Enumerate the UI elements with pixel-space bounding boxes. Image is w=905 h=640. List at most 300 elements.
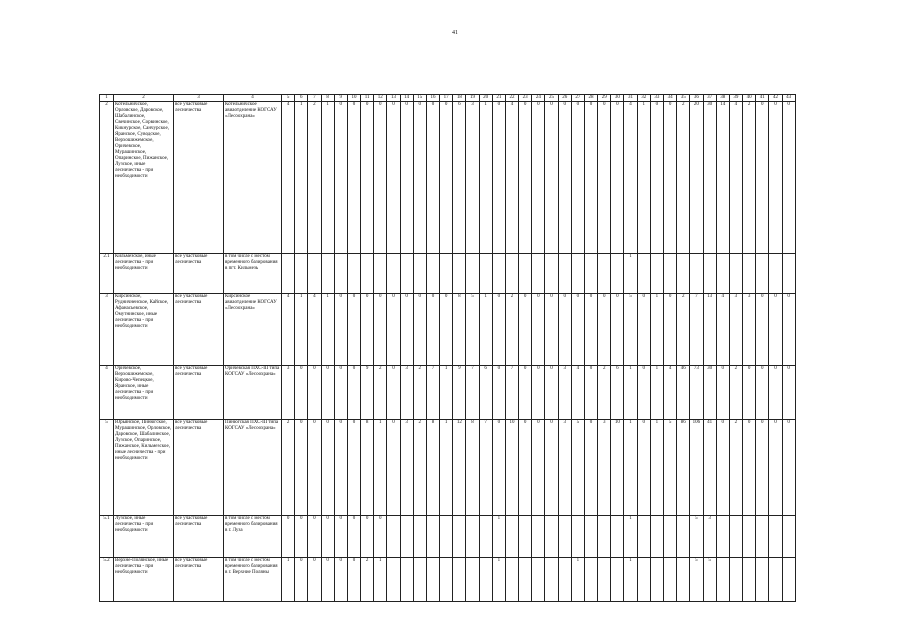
value-cell bbox=[716, 558, 729, 602]
value-cell: 8 bbox=[453, 294, 466, 366]
value-cell: 5 bbox=[663, 420, 676, 516]
value-cell: 46 bbox=[677, 366, 690, 420]
value-cell: 0 bbox=[347, 516, 360, 558]
row-number: 2 bbox=[100, 102, 114, 254]
value-cell bbox=[756, 516, 769, 558]
value-cell bbox=[716, 516, 729, 558]
value-cell bbox=[532, 516, 545, 558]
page-number: 41 bbox=[452, 30, 458, 36]
value-cell bbox=[769, 558, 782, 602]
value-cell: 0 bbox=[321, 366, 334, 420]
value-cell bbox=[677, 516, 690, 558]
value-cell bbox=[334, 254, 347, 294]
value-cell bbox=[756, 558, 769, 602]
value-cell bbox=[663, 254, 676, 294]
header-row bbox=[100, 95, 796, 102]
value-cell: 1 bbox=[624, 254, 637, 294]
value-cell: 0 bbox=[558, 294, 571, 366]
column-header: 19 bbox=[466, 95, 479, 102]
value-cell bbox=[756, 254, 769, 294]
value-cell: 8 bbox=[361, 420, 374, 516]
value-cell: 0 bbox=[334, 516, 347, 558]
value-cell: 0 bbox=[321, 516, 334, 558]
value-cell: 1 bbox=[624, 516, 637, 558]
value-cell: 0 bbox=[532, 366, 545, 420]
sub-forestries: все участковые лесничества bbox=[174, 102, 224, 254]
value-cell bbox=[584, 254, 597, 294]
organization: в том числе с местом временного базирования в пгт. Кильмезь bbox=[224, 254, 282, 294]
value-cell: 20 bbox=[690, 102, 703, 254]
column-header: 7 bbox=[308, 95, 321, 102]
table-row bbox=[100, 254, 796, 294]
value-cell: 0 bbox=[637, 420, 650, 516]
value-cell bbox=[782, 516, 795, 558]
column-header: 6 bbox=[295, 95, 308, 102]
value-cell bbox=[440, 516, 453, 558]
value-cell: 0 bbox=[743, 420, 756, 516]
value-cell bbox=[282, 254, 295, 294]
column-header: 12 bbox=[374, 95, 387, 102]
value-cell: 0 bbox=[611, 294, 624, 366]
sub-forestries: все участковые лесничества bbox=[174, 558, 224, 602]
value-cell bbox=[571, 516, 584, 558]
value-cell: 7 bbox=[479, 420, 492, 516]
value-cell bbox=[663, 558, 676, 602]
column-header: 23 bbox=[519, 95, 532, 102]
value-cell: 0 bbox=[308, 516, 321, 558]
value-cell bbox=[545, 558, 558, 602]
value-cell: 1 bbox=[374, 558, 387, 602]
value-cell: 0 bbox=[584, 420, 597, 516]
value-cell bbox=[611, 558, 624, 602]
value-cell bbox=[729, 516, 742, 558]
value-cell: 2 bbox=[308, 102, 321, 254]
table-row bbox=[100, 102, 796, 254]
value-cell bbox=[479, 254, 492, 294]
value-cell: 0 bbox=[426, 102, 439, 254]
value-cell: 2 bbox=[413, 366, 426, 420]
value-cell bbox=[453, 516, 466, 558]
value-cell: 1 bbox=[479, 102, 492, 254]
value-cell: 0 bbox=[545, 102, 558, 254]
column-header: 24 bbox=[532, 95, 545, 102]
value-cell bbox=[637, 254, 650, 294]
value-cell bbox=[532, 558, 545, 602]
value-cell: 1 bbox=[624, 420, 637, 516]
column-header: 41 bbox=[756, 95, 769, 102]
row-number: 2.1 bbox=[100, 254, 114, 294]
value-cell bbox=[584, 516, 597, 558]
value-cell: 0 bbox=[756, 420, 769, 516]
value-cell bbox=[505, 516, 518, 558]
organization: Кирсинское авиаотделение КОГСАУ «Лесоохрана» bbox=[224, 294, 282, 366]
value-cell: 0 bbox=[387, 294, 400, 366]
value-cell: 0 bbox=[584, 294, 597, 366]
value-cell: 0 bbox=[663, 102, 676, 254]
value-cell: 1 bbox=[440, 366, 453, 420]
value-cell bbox=[466, 254, 479, 294]
column-header: 3 bbox=[174, 95, 224, 102]
value-cell bbox=[387, 254, 400, 294]
row-number: 5 bbox=[100, 420, 114, 516]
value-cell: 0 bbox=[492, 294, 505, 366]
value-cell: 1 bbox=[321, 102, 334, 254]
value-cell: 0 bbox=[545, 420, 558, 516]
value-cell: 0 bbox=[756, 366, 769, 420]
column-header: 1 bbox=[100, 95, 114, 102]
column-header: 29 bbox=[598, 95, 611, 102]
value-cell bbox=[466, 558, 479, 602]
value-cell: 0 bbox=[334, 558, 347, 602]
value-cell: 0 bbox=[334, 366, 347, 420]
column-header: 11 bbox=[361, 95, 374, 102]
value-cell: 0 bbox=[769, 102, 782, 254]
value-cell: 2 bbox=[282, 420, 295, 516]
column-header: 20 bbox=[479, 95, 492, 102]
value-cell: 0 bbox=[584, 366, 597, 420]
value-cell bbox=[347, 254, 360, 294]
value-cell: 3 bbox=[703, 516, 716, 558]
value-cell bbox=[426, 516, 439, 558]
value-cell: 1 bbox=[571, 558, 584, 602]
value-cell: 0 bbox=[295, 558, 308, 602]
value-cell: 3 bbox=[558, 366, 571, 420]
value-cell: 73 bbox=[690, 366, 703, 420]
value-cell: 4 bbox=[282, 294, 295, 366]
value-cell bbox=[558, 516, 571, 558]
value-cell: 0 bbox=[321, 558, 334, 602]
value-cell: 1 bbox=[650, 294, 663, 366]
value-cell bbox=[519, 558, 532, 602]
value-cell: 0 bbox=[492, 102, 505, 254]
value-cell: 4 bbox=[571, 366, 584, 420]
forestry-list: Котельничское, Орловское, Даровское, Шабалинское, Свечинское, Сорвинское, Кикнурское, Санчурское, Яранское, Суводское, Верхошижемское, Оричевское, Мурашинское, Опаринское, Пижанское, Лузское, иные лесничества - при необходимости bbox=[114, 102, 174, 254]
value-cell: 2 bbox=[413, 420, 426, 516]
value-cell bbox=[413, 558, 426, 602]
value-cell bbox=[400, 558, 413, 602]
value-cell: 1 bbox=[440, 420, 453, 516]
value-cell: 0 bbox=[716, 420, 729, 516]
value-cell: 0 bbox=[519, 366, 532, 420]
value-cell: 0 bbox=[321, 420, 334, 516]
value-cell: 4 bbox=[663, 366, 676, 420]
value-cell: 10 bbox=[505, 420, 518, 516]
value-cell: 4 bbox=[624, 102, 637, 254]
value-cell: 1 bbox=[295, 102, 308, 254]
value-cell: 7 bbox=[426, 366, 439, 420]
value-cell: 5 bbox=[703, 558, 716, 602]
column-header: 17 bbox=[440, 95, 453, 102]
value-cell bbox=[400, 254, 413, 294]
value-cell: 1 bbox=[295, 294, 308, 366]
value-cell: 0 bbox=[347, 294, 360, 366]
value-cell: 0 bbox=[769, 420, 782, 516]
table-row bbox=[100, 366, 796, 420]
value-cell: 0 bbox=[532, 420, 545, 516]
value-cell bbox=[479, 558, 492, 602]
value-cell: 1 bbox=[479, 294, 492, 366]
value-cell: 0 bbox=[782, 102, 795, 254]
value-cell: 0 bbox=[440, 294, 453, 366]
value-cell bbox=[782, 254, 795, 294]
column-header: 38 bbox=[716, 95, 729, 102]
value-cell: 0 bbox=[347, 558, 360, 602]
value-cell: 3 bbox=[282, 366, 295, 420]
value-cell bbox=[295, 254, 308, 294]
value-cell: 0 bbox=[782, 294, 795, 366]
value-cell bbox=[690, 254, 703, 294]
value-cell: 1 bbox=[321, 294, 334, 366]
column-header: 13 bbox=[387, 95, 400, 102]
value-cell bbox=[440, 254, 453, 294]
value-cell bbox=[677, 558, 690, 602]
value-cell bbox=[426, 558, 439, 602]
value-cell: 4 bbox=[282, 102, 295, 254]
value-cell: 1 bbox=[650, 366, 663, 420]
value-cell: 0 bbox=[611, 102, 624, 254]
value-cell bbox=[769, 254, 782, 294]
value-cell bbox=[361, 254, 374, 294]
organization: в том числе с местом временного базирования в г. Луза bbox=[224, 516, 282, 558]
forestry-list: Верхне-Полянское, иные лесничества - при необходимости bbox=[114, 558, 174, 602]
column-header: 42 bbox=[769, 95, 782, 102]
value-cell: 1 bbox=[624, 366, 637, 420]
value-cell bbox=[743, 254, 756, 294]
value-cell: 13 bbox=[703, 294, 716, 366]
value-cell: 2 bbox=[729, 420, 742, 516]
value-cell: 30 bbox=[703, 366, 716, 420]
value-cell: 2 bbox=[374, 366, 387, 420]
value-cell: 3 bbox=[558, 420, 571, 516]
column-header: 18 bbox=[453, 95, 466, 102]
value-cell: 0 bbox=[769, 366, 782, 420]
value-cell bbox=[598, 516, 611, 558]
value-cell: 5 bbox=[624, 294, 637, 366]
column-header: 25 bbox=[545, 95, 558, 102]
value-cell: 4 bbox=[716, 294, 729, 366]
column-header: 15 bbox=[413, 95, 426, 102]
forestry-list: Юрьянское, Пинюгское, Мурашинское, Орловское, Даровское, Шабалинское, Лузское, Опаринское, Пижанское, Кильмезское, иные лесничества - при необходимости bbox=[114, 420, 174, 516]
value-cell: 0 bbox=[374, 102, 387, 254]
column-header: 39 bbox=[729, 95, 742, 102]
value-cell bbox=[492, 254, 505, 294]
value-cell: 1 bbox=[624, 558, 637, 602]
value-cell bbox=[584, 558, 597, 602]
value-cell bbox=[729, 254, 742, 294]
value-cell: 0 bbox=[519, 102, 532, 254]
value-cell: 4 bbox=[505, 102, 518, 254]
row-number: 5.2 bbox=[100, 558, 114, 602]
value-cell bbox=[743, 516, 756, 558]
value-cell: 0 bbox=[492, 420, 505, 516]
value-cell: 0 bbox=[308, 420, 321, 516]
value-cell: 2 bbox=[505, 294, 518, 366]
forestry-list: Лузское, иные лесничества - при необходимости bbox=[114, 516, 174, 558]
value-cell: 0 bbox=[347, 420, 360, 516]
value-cell: 1 bbox=[650, 420, 663, 516]
value-cell bbox=[479, 516, 492, 558]
column-header: 35 bbox=[677, 95, 690, 102]
value-cell: 0 bbox=[782, 420, 795, 516]
value-cell: 0 bbox=[545, 294, 558, 366]
value-cell: 7 bbox=[466, 366, 479, 420]
value-cell: 0 bbox=[637, 366, 650, 420]
value-cell bbox=[321, 254, 334, 294]
value-cell: 86 bbox=[677, 420, 690, 516]
sub-forestries: все участковые лесничества bbox=[174, 516, 224, 558]
organization: Пинюгская ПХС-III типа КОГСАУ «Лесоохрана» bbox=[224, 420, 282, 516]
value-cell bbox=[308, 254, 321, 294]
value-cell: 2 bbox=[361, 558, 374, 602]
value-cell bbox=[637, 558, 650, 602]
value-cell: 0 bbox=[716, 366, 729, 420]
column-header: 10 bbox=[347, 95, 360, 102]
value-cell: 106 bbox=[690, 420, 703, 516]
organization: в том числе с местом временного базирования в г. Верхние Поляны bbox=[224, 558, 282, 602]
value-cell: 0 bbox=[308, 558, 321, 602]
value-cell: 1 bbox=[492, 558, 505, 602]
value-cell bbox=[532, 254, 545, 294]
value-cell bbox=[466, 516, 479, 558]
column-header: 9 bbox=[334, 95, 347, 102]
forestry-list: Кильмезское, иные лесничества - при необходимости bbox=[114, 254, 174, 294]
value-cell bbox=[769, 516, 782, 558]
value-cell bbox=[426, 254, 439, 294]
value-cell: 1 bbox=[374, 420, 387, 516]
value-cell: 0 bbox=[334, 102, 347, 254]
value-cell: 1 bbox=[637, 102, 650, 254]
value-cell: 0 bbox=[361, 516, 374, 558]
data-table-container bbox=[99, 94, 795, 602]
table-row bbox=[100, 294, 796, 366]
value-cell bbox=[598, 254, 611, 294]
value-cell: 7 bbox=[690, 294, 703, 366]
value-cell bbox=[637, 516, 650, 558]
column-header: 16 bbox=[426, 95, 439, 102]
value-cell bbox=[782, 558, 795, 602]
value-cell: 2 bbox=[729, 366, 742, 420]
value-cell: 0 bbox=[387, 366, 400, 420]
value-cell: 3 bbox=[466, 102, 479, 254]
value-cell: 0 bbox=[545, 366, 558, 420]
value-cell: 0 bbox=[387, 420, 400, 516]
value-cell bbox=[545, 516, 558, 558]
sub-forestries: все участковые лесничества bbox=[174, 420, 224, 516]
value-cell bbox=[519, 516, 532, 558]
forestry-list: Оричевское, Верхошижемское, Кирово-Чепецкое, Яранское, иные лесничества - при необходимости bbox=[114, 366, 174, 420]
value-cell: 0 bbox=[347, 366, 360, 420]
value-cell: 0 bbox=[492, 366, 505, 420]
value-cell: 1 bbox=[492, 516, 505, 558]
value-cell: 0 bbox=[571, 294, 584, 366]
column-header: 36 bbox=[690, 95, 703, 102]
value-cell: 0 bbox=[334, 420, 347, 516]
value-cell bbox=[650, 254, 663, 294]
value-cell: 5 bbox=[690, 558, 703, 602]
row-number: 4 bbox=[100, 366, 114, 420]
value-cell: 3 bbox=[400, 420, 413, 516]
value-cell: 0 bbox=[413, 102, 426, 254]
value-cell: 9 bbox=[453, 366, 466, 420]
value-cell: 0 bbox=[295, 420, 308, 516]
column-header: 31 bbox=[624, 95, 637, 102]
value-cell: 4 bbox=[308, 294, 321, 366]
value-cell: 4 bbox=[729, 102, 742, 254]
value-cell: 2 bbox=[677, 102, 690, 254]
value-cell bbox=[743, 558, 756, 602]
value-cell: 1 bbox=[282, 558, 295, 602]
value-cell: 0 bbox=[756, 294, 769, 366]
column-header: 28 bbox=[584, 95, 597, 102]
value-cell bbox=[729, 558, 742, 602]
value-cell: 0 bbox=[361, 102, 374, 254]
value-cell: 3 bbox=[729, 294, 742, 366]
column-header: 43 bbox=[782, 95, 795, 102]
value-cell: 0 bbox=[756, 102, 769, 254]
value-cell: 0 bbox=[650, 102, 663, 254]
value-cell: 0 bbox=[387, 102, 400, 254]
value-cell bbox=[453, 558, 466, 602]
value-cell bbox=[716, 254, 729, 294]
value-cell: 0 bbox=[295, 366, 308, 420]
table-row bbox=[100, 516, 796, 558]
value-cell: 0 bbox=[334, 294, 347, 366]
organization: Котельничское авиаотделение КОГСАУ «Лесоохрана» bbox=[224, 102, 282, 254]
value-cell bbox=[598, 558, 611, 602]
row-number: 5.1 bbox=[100, 516, 114, 558]
value-cell bbox=[400, 516, 413, 558]
column-header: 14 bbox=[400, 95, 413, 102]
value-cell: 7 bbox=[505, 366, 518, 420]
column-header: 27 bbox=[571, 95, 584, 102]
value-cell: 8 bbox=[426, 420, 439, 516]
value-cell: 3 bbox=[400, 366, 413, 420]
value-cell: 0 bbox=[598, 102, 611, 254]
value-cell: 0 bbox=[426, 294, 439, 366]
value-cell: 3 bbox=[598, 420, 611, 516]
value-cell: 0 bbox=[440, 102, 453, 254]
value-cell bbox=[545, 254, 558, 294]
value-cell bbox=[571, 254, 584, 294]
value-cell: 0 bbox=[308, 366, 321, 420]
value-cell: 10 bbox=[611, 420, 624, 516]
value-cell bbox=[440, 558, 453, 602]
value-cell: 0 bbox=[400, 294, 413, 366]
value-cell bbox=[453, 254, 466, 294]
sub-forestries: все участковые лесничества bbox=[174, 294, 224, 366]
organization: Оричевская ПХС-III типа КОГСАУ «Лесоохрана» bbox=[224, 366, 282, 420]
value-cell bbox=[703, 254, 716, 294]
value-cell bbox=[663, 516, 676, 558]
value-cell: 0 bbox=[532, 294, 545, 366]
data-table bbox=[99, 94, 796, 602]
value-cell: 0 bbox=[519, 294, 532, 366]
value-cell: 6 bbox=[611, 366, 624, 420]
column-header: 8 bbox=[321, 95, 334, 102]
sub-forestries: все участковые лесничества bbox=[174, 254, 224, 294]
value-cell: 0 bbox=[361, 294, 374, 366]
column-header: 21 bbox=[492, 95, 505, 102]
value-cell: 41 bbox=[703, 420, 716, 516]
value-cell bbox=[413, 254, 426, 294]
value-cell: 6 bbox=[453, 102, 466, 254]
column-header: 5 bbox=[282, 95, 295, 102]
value-cell: 0 bbox=[743, 366, 756, 420]
value-cell: 0 bbox=[374, 516, 387, 558]
value-cell: 2 bbox=[677, 294, 690, 366]
value-cell: 8 bbox=[466, 420, 479, 516]
value-cell: 5 bbox=[690, 516, 703, 558]
